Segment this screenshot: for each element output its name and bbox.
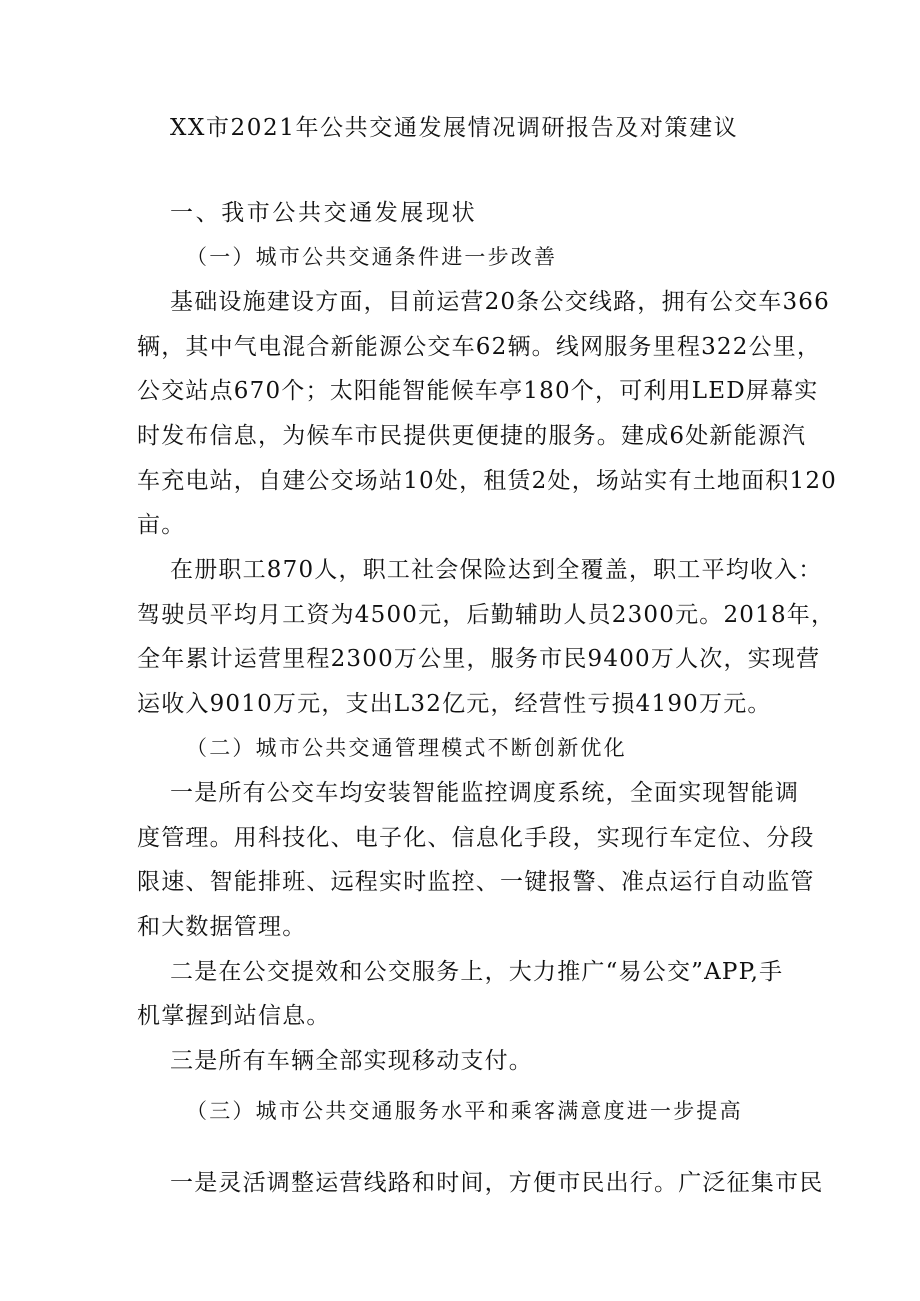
paragraph-line: 一是所有公交车均安装智能监控调度系统，全面实现智能调: [170, 780, 800, 806]
paragraph-line: 全年累计运营里程2300万公里，服务市民9400万人次，实现营: [137, 646, 821, 672]
paragraph-line: 三是所有车辆全部实现移动支付。: [170, 1048, 533, 1074]
paragraph-line: 一是灵活调整运营线路和时间，方便市民出行。广泛征集市民: [170, 1170, 824, 1196]
paragraph-line: 二是在公交提效和公交服务上，大力推广“易公交”APP,手: [170, 959, 784, 985]
paragraph-line: 亩。: [137, 512, 186, 538]
paragraph-line: 车充电站，自建公交场站10处，租赁2处，场站实有土地面积120: [137, 468, 837, 494]
subsection-heading-2: （二）城市公共交通管理模式不断创新优化: [186, 736, 627, 760]
subsection-heading-3: （三）城市公共交通服务水平和乘客满意度进一步提高: [186, 1099, 743, 1123]
section-heading-1: 一、我市公共交通发展现状: [170, 200, 478, 226]
paragraph-line: 度管理。用科技化、电子化、信息化手段，实现行车定位、分段: [137, 825, 815, 851]
paragraph-line: 运收入9010万元，支出L32亿元，经营性亏损4190万元。: [137, 691, 772, 717]
subsection-heading-1: （一）城市公共交通条件进一步改善: [186, 245, 558, 269]
document-title: XX市2021年公共交通发展情况调研报告及对策建议: [170, 115, 739, 141]
paragraph-line: 辆，其中气电混合新能源公交车62辆。线网服务里程322公里，: [137, 334, 822, 360]
paragraph-line: 在册职工870人，职工社会保险达到全覆盖，职工平均收入：: [170, 557, 823, 583]
paragraph-line: 限速、智能排班、远程实时监控、一键报警、准点运行自动监管: [137, 869, 815, 895]
paragraph-line: 基础设施建设方面，目前运营20条公交线路，拥有公交车366: [170, 289, 830, 315]
paragraph-line: 公交站点670个；太阳能智能候车亭180个，可利用LED屏幕实: [137, 378, 819, 404]
paragraph-line: 驾驶员平均月工资为4500元，后勤辅助人员2300元。2018年，: [137, 602, 836, 628]
paragraph-line: 机掌握到站信息。: [137, 1003, 331, 1029]
paragraph-line: 和大数据管理。: [137, 914, 307, 940]
paragraph-line: 时发布信息，为候车市民提供更便捷的服务。建成6处新能源汽: [137, 423, 807, 449]
